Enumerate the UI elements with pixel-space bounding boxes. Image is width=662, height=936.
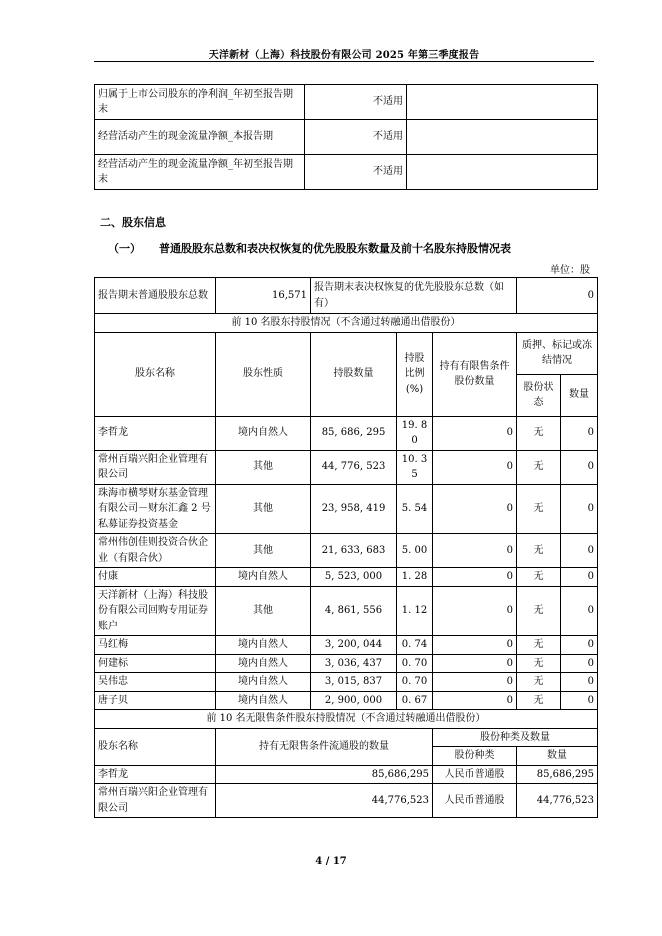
shareholder-table bbox=[94, 277, 598, 818]
holder-qty: 0 bbox=[561, 673, 598, 692]
subsection-text: 普通股股东总数和表决权恢复的优先股股东数量及前十名股东持股情况表 bbox=[159, 242, 511, 255]
holder-status: 无 bbox=[517, 654, 561, 673]
col-header-pledge: 质押、标记或冻结情况 bbox=[517, 332, 598, 374]
holder-restricted: 0 bbox=[433, 568, 517, 587]
holder-name: 何建标 bbox=[95, 654, 216, 673]
holder-status: 无 bbox=[517, 673, 561, 692]
holder-shares: 23, 958, 419 bbox=[311, 484, 397, 534]
holder-qty: 0 bbox=[561, 691, 598, 710]
fin-value: 不适用 bbox=[305, 120, 407, 155]
holder-nature: 境内自然人 bbox=[216, 691, 311, 710]
holder-name: 李哲龙 bbox=[95, 416, 216, 450]
holder-name: 李哲龙 bbox=[95, 765, 216, 784]
table-row bbox=[95, 450, 598, 484]
fin-label: 经营活动产生的现金流量净额_本报告期 bbox=[95, 120, 305, 155]
holder-shares: 85, 686, 295 bbox=[311, 416, 397, 450]
holder-share-type: 人民币普通股 bbox=[433, 784, 517, 818]
holder-qty: 0 bbox=[561, 636, 598, 655]
holder-restricted: 0 bbox=[433, 636, 517, 655]
table-row bbox=[95, 765, 598, 784]
caption-row bbox=[95, 314, 598, 333]
holder-shares: 3, 200, 044 bbox=[311, 636, 397, 655]
unrestricted-caption: 前 10 名无限售条件股东持股情况（不含通过转融通出借股份） bbox=[95, 710, 598, 729]
holder-ratio: 0. 70 bbox=[397, 673, 433, 692]
col-header-ratio: 持股比例(%) bbox=[397, 332, 433, 416]
holder-restricted: 0 bbox=[433, 673, 517, 692]
common-holders-value: 16,571 bbox=[216, 278, 311, 314]
holder-nature: 境内自然人 bbox=[216, 673, 311, 692]
page-header-title: 天洋新材（上海）科技股份有限公司 2025 年第三季度报告 bbox=[208, 50, 480, 61]
holder-share-type: 人民币普通股 bbox=[433, 765, 517, 784]
holder-nature: 其他 bbox=[216, 450, 311, 484]
holder-ratio: 1. 28 bbox=[397, 568, 433, 587]
holder-status: 无 bbox=[517, 534, 561, 568]
holder-qty: 0 bbox=[561, 450, 598, 484]
holder-held: 85,686,295 bbox=[216, 765, 433, 784]
table-row bbox=[95, 654, 598, 673]
holder-qty: 0 bbox=[561, 534, 598, 568]
col-header-qty: 数量 bbox=[517, 747, 598, 766]
financial-indicator-table bbox=[94, 84, 598, 190]
holder-name: 唐子贝 bbox=[95, 691, 216, 710]
holder-qty: 0 bbox=[561, 568, 598, 587]
col-header-type-qty: 股份种类及数量 bbox=[433, 728, 598, 747]
col-header-type: 股份种类 bbox=[433, 747, 517, 766]
holder-shares: 2, 900, 000 bbox=[311, 691, 397, 710]
holder-nature: 其他 bbox=[216, 484, 311, 534]
page-number: 4 / 17 bbox=[315, 856, 347, 867]
holder-restricted: 0 bbox=[433, 484, 517, 534]
holder-restricted: 0 bbox=[433, 654, 517, 673]
holder-qty: 0 bbox=[561, 654, 598, 673]
holder-ratio: 19. 80 bbox=[397, 416, 433, 450]
holder-qty: 0 bbox=[561, 416, 598, 450]
unit-label: 单位：股 bbox=[550, 265, 590, 276]
holder-shares: 3, 036, 437 bbox=[311, 654, 397, 673]
holder-status: 无 bbox=[517, 416, 561, 450]
holder-ratio: 5. 54 bbox=[397, 484, 433, 534]
pref-holders-value: 0 bbox=[517, 278, 598, 314]
holder-restricted: 0 bbox=[433, 416, 517, 450]
table-row bbox=[95, 155, 598, 190]
fin-value: 不适用 bbox=[305, 155, 407, 190]
holder-shares: 5, 523, 000 bbox=[311, 568, 397, 587]
holder-nature: 其他 bbox=[216, 534, 311, 568]
table-row bbox=[95, 534, 598, 568]
fin-label: 归属于上市公司股东的净利润_年初至报告期末 bbox=[95, 85, 305, 120]
holder-name: 常州百瑞兴阳企业管理有限公司 bbox=[95, 450, 216, 484]
holder-name: 常州百瑞兴阳企业管理有限公司 bbox=[95, 784, 216, 818]
col-header-status: 股份状态 bbox=[517, 374, 561, 416]
table-row bbox=[95, 691, 598, 710]
col-header-nature: 股东性质 bbox=[216, 332, 311, 416]
holder-name: 付康 bbox=[95, 568, 216, 587]
holder-ratio: 1. 12 bbox=[397, 586, 433, 636]
common-holders-label: 报告期末普通股股东总数 bbox=[95, 278, 216, 314]
summary-row bbox=[95, 278, 598, 314]
holder-shares: 3, 015, 837 bbox=[311, 673, 397, 692]
fin-extra bbox=[407, 155, 598, 190]
holder-ratio: 0. 67 bbox=[397, 691, 433, 710]
holder-nature: 境内自然人 bbox=[216, 568, 311, 587]
subsection-number: （一） bbox=[108, 242, 141, 255]
table-row bbox=[95, 636, 598, 655]
col-header-name: 股东名称 bbox=[95, 728, 216, 765]
col-header-shares: 持股数量 bbox=[311, 332, 397, 416]
holder-restricted: 0 bbox=[433, 450, 517, 484]
holder-ratio: 0. 70 bbox=[397, 654, 433, 673]
fin-value: 不适用 bbox=[305, 85, 407, 120]
holder-ratio: 10. 35 bbox=[397, 450, 433, 484]
header-row bbox=[95, 728, 598, 747]
header-rule bbox=[94, 61, 594, 62]
col-header-restricted: 持有有限售条件股份数量 bbox=[433, 332, 517, 416]
section-title: 二、股东信息 bbox=[100, 216, 166, 229]
holder-shares: 21, 633, 683 bbox=[311, 534, 397, 568]
holder-restricted: 0 bbox=[433, 691, 517, 710]
holder-qty: 0 bbox=[561, 586, 598, 636]
table-row bbox=[95, 586, 598, 636]
col-header-qty: 数量 bbox=[561, 374, 598, 416]
fin-label: 经营活动产生的现金流量净额_年初至报告期末 bbox=[95, 155, 305, 190]
holder-nature: 境内自然人 bbox=[216, 416, 311, 450]
holder-name: 天洋新材（上海）科技股份有限公司回购专用证券账户 bbox=[95, 586, 216, 636]
holder-status: 无 bbox=[517, 450, 561, 484]
holder-qty: 0 bbox=[561, 484, 598, 534]
holder-status: 无 bbox=[517, 691, 561, 710]
holder-qty: 44,776,523 bbox=[517, 784, 598, 818]
holder-name: 珠海市横琴财东基金管理有限公司－财东汇鑫 2 号私募证券投资基金 bbox=[95, 484, 216, 534]
top10-caption: 前 10 名股东持股情况（不含通过转融通出借股份） bbox=[95, 314, 598, 333]
holder-nature: 其他 bbox=[216, 586, 311, 636]
holder-restricted: 0 bbox=[433, 534, 517, 568]
holder-status: 无 bbox=[517, 586, 561, 636]
pref-holders-label: 报告期末表决权恢复的优先股股东总数（如有） bbox=[311, 278, 517, 314]
holder-status: 无 bbox=[517, 484, 561, 534]
holder-status: 无 bbox=[517, 636, 561, 655]
holder-nature: 境内自然人 bbox=[216, 654, 311, 673]
holder-shares: 44, 776, 523 bbox=[311, 450, 397, 484]
caption-row bbox=[95, 710, 598, 729]
holder-name: 常州伟创佳则投资合伙企业（有限合伙） bbox=[95, 534, 216, 568]
col-header-held: 持有无限售条件流通股的数量 bbox=[216, 728, 433, 765]
holder-ratio: 5. 00 bbox=[397, 534, 433, 568]
table-row bbox=[95, 484, 598, 534]
holder-restricted: 0 bbox=[433, 586, 517, 636]
holder-qty: 85,686,295 bbox=[517, 765, 598, 784]
table-row bbox=[95, 120, 598, 155]
holder-nature: 境内自然人 bbox=[216, 636, 311, 655]
holder-ratio: 0. 74 bbox=[397, 636, 433, 655]
holder-name: 马红梅 bbox=[95, 636, 216, 655]
header-row bbox=[95, 332, 598, 374]
holder-shares: 4, 861, 556 bbox=[311, 586, 397, 636]
holder-name: 吴伟忠 bbox=[95, 673, 216, 692]
col-header-name: 股东名称 bbox=[95, 332, 216, 416]
holder-held: 44,776,523 bbox=[216, 784, 433, 818]
table-row bbox=[95, 784, 598, 818]
table-row bbox=[95, 85, 598, 120]
fin-extra bbox=[407, 120, 598, 155]
subsection-title bbox=[108, 240, 511, 256]
table-row bbox=[95, 416, 598, 450]
table-row bbox=[95, 568, 598, 587]
holder-status: 无 bbox=[517, 568, 561, 587]
fin-extra bbox=[407, 85, 598, 120]
table-row bbox=[95, 673, 598, 692]
